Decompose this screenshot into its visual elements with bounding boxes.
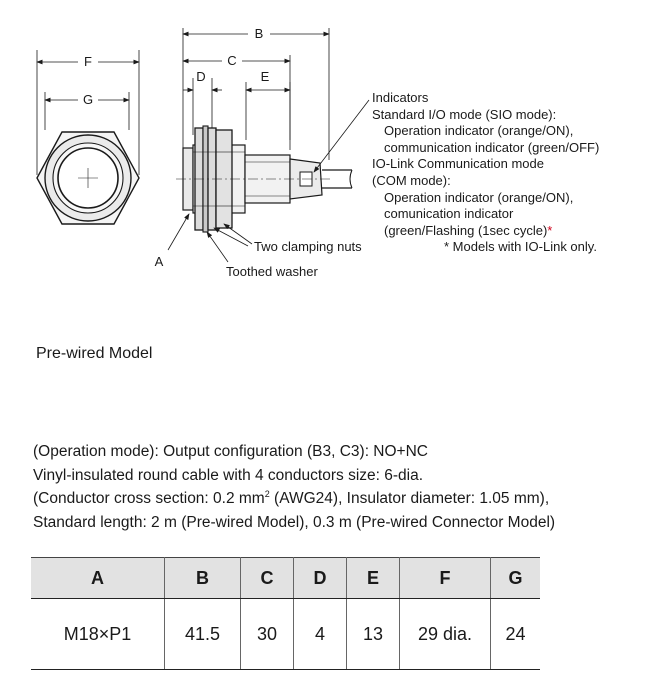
section-title: Pre-wired Model	[36, 345, 153, 362]
dim-label-b: B	[254, 26, 264, 41]
header-d: D	[294, 558, 347, 599]
dimension-table	[31, 557, 540, 670]
com-mode-line-2: (COM mode):	[372, 172, 451, 188]
cell-f: 29 dia.	[400, 599, 491, 670]
sio-mode-line: Standard I/O mode (SIO mode):	[372, 106, 557, 122]
com-mode-line-1: IO-Link Communication mode	[372, 156, 544, 172]
indicators-note	[372, 90, 599, 256]
cell-c: 30	[241, 599, 294, 670]
spec-text	[33, 440, 555, 534]
com-flashing-text: (green/Flashing (1sec cycle)	[384, 222, 548, 238]
header-a: A	[31, 558, 165, 599]
com-flashing-line	[372, 223, 599, 240]
asterisk-mark: *	[547, 222, 553, 238]
two-clamping-nuts-label: Two clamping nuts	[254, 239, 362, 254]
header-b: B	[165, 558, 241, 599]
spec-line-3-superscript: 2	[264, 488, 270, 499]
table-header-row	[31, 558, 540, 599]
com-operation-line: Operation indicator (orange/ON),	[384, 189, 574, 205]
side-view	[168, 28, 369, 262]
spec-line-3-part-2: (AWG24), Insulator diameter: 1.05 mm),	[269, 490, 550, 507]
table-row	[31, 599, 540, 670]
dim-label-a: A	[154, 254, 164, 269]
header-f: F	[400, 558, 491, 599]
spec-line-3-part-1: (Conductor cross section: 0.2 mm	[33, 490, 265, 507]
com-communication-line: comunication indicator	[384, 206, 514, 222]
io-link-footnote: * Models with IO-Link only.	[444, 239, 597, 255]
header-c: C	[241, 558, 294, 599]
indicators-title: Indicators	[372, 90, 429, 105]
spec-line-2: Vinyl-insulated round cable with 4 conductors size: 6-dia.	[33, 466, 424, 484]
spec-line-1: (Operation mode): Output configuration (B3, C3): NO+NC	[33, 443, 428, 460]
cell-d: 4	[294, 599, 347, 670]
dim-label-d: D	[196, 69, 206, 84]
spec-line-3	[33, 487, 555, 511]
dim-label-f: F	[84, 54, 92, 69]
front-view	[37, 50, 139, 224]
cell-a: M18×P1	[31, 599, 165, 670]
sio-operation-line: Operation indicator (orange/ON),	[384, 123, 574, 139]
dim-label-g: G	[82, 92, 94, 107]
header-g: G	[491, 558, 541, 599]
dim-label-c: C	[227, 53, 237, 68]
spec-line-4: Standard length: 2 m (Pre-wired Model), 0.3 m (Pre-wired Connector Model)	[33, 513, 556, 531]
sio-communication-line: communication indicator (green/OFF)	[384, 139, 600, 155]
toothed-washer-label: Toothed washer	[226, 264, 318, 279]
cell-b: 41.5	[165, 599, 241, 670]
cell-e: 13	[347, 599, 400, 670]
cell-g: 24	[491, 599, 541, 670]
dim-label-e: E	[260, 69, 270, 84]
header-e: E	[347, 558, 400, 599]
